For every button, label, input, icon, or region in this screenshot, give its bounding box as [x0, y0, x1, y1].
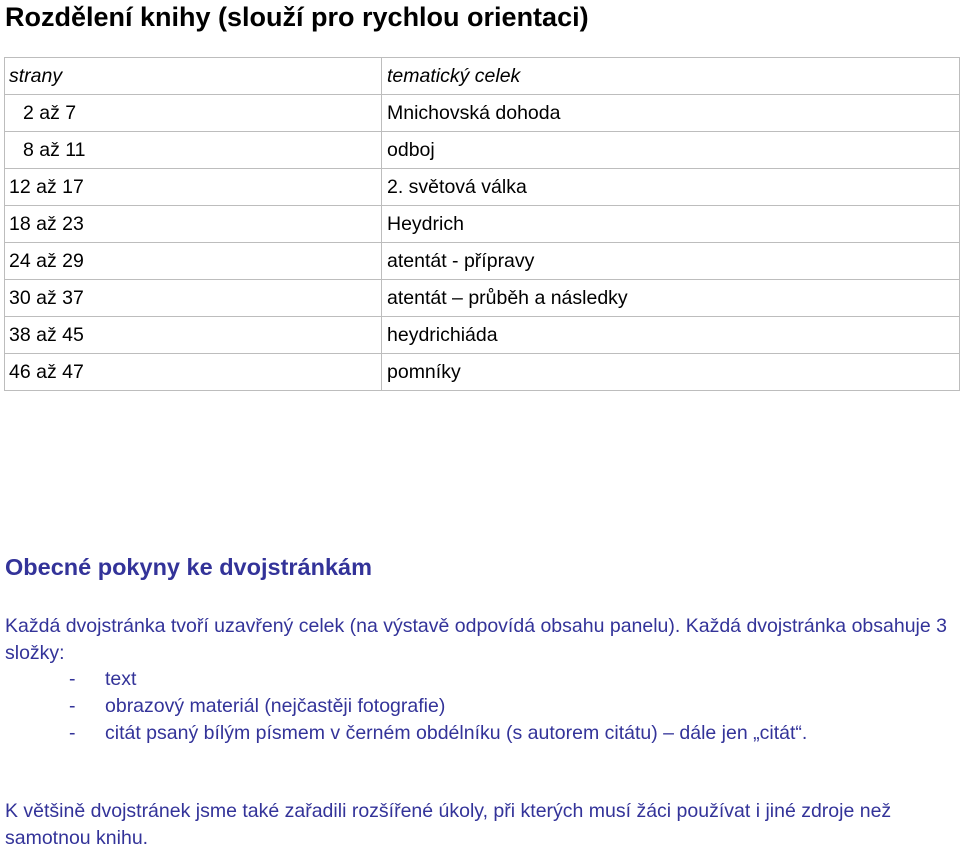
- list-marker: -: [69, 722, 76, 744]
- list-item-text: obrazový materiál (nejčastěji fotografie): [105, 695, 446, 717]
- topic-cell: Heydrich: [382, 206, 960, 243]
- table-row: [5, 132, 960, 169]
- list-item-text: citát psaný bílým písmem v černém obdélníku (s autorem citátu) – dále jen „citát“.: [105, 722, 808, 744]
- pages-cell: 2 až 7: [5, 95, 382, 132]
- list-marker: -: [69, 668, 76, 690]
- pages-cell: 46 až 47: [5, 354, 382, 391]
- pages-cell: 18 až 23: [5, 206, 382, 243]
- pages-column-header: strany: [5, 58, 382, 95]
- topic-cell: 2. světová válka: [382, 169, 960, 206]
- section-title: Obecné pokyny ke dvojstránkám: [5, 554, 373, 580]
- table-row: [5, 206, 960, 243]
- topic-column-header: tematický celek: [382, 58, 960, 95]
- pages-cell: 24 až 29: [5, 243, 382, 280]
- topic-cell: pomníky: [382, 354, 960, 391]
- table-row: [5, 354, 960, 391]
- table-row: [5, 243, 960, 280]
- topic-cell: heydrichiáda: [382, 317, 960, 354]
- closing-paragraph: K většině dvojstránek jsme také zařadili rozšířené úkoly, při kterých musí žáci používat i jiné zdroje než samotnou knihu.: [5, 800, 892, 849]
- book-split-table: [4, 57, 960, 391]
- topic-cell: odboj: [382, 132, 960, 169]
- table-row: [5, 169, 960, 206]
- topic-cell: atentát - přípravy: [382, 243, 960, 280]
- document-title: Rozdělení knihy (slouží pro rychlou orientaci): [5, 2, 589, 32]
- pages-cell: 8 až 11: [5, 132, 382, 169]
- pages-cell: 38 až 45: [5, 317, 382, 354]
- list-item: [5, 720, 955, 747]
- table-row: [5, 95, 960, 132]
- list-item-text: text: [105, 668, 137, 690]
- components-list: [5, 666, 955, 747]
- pages-cell: 12 až 17: [5, 169, 382, 206]
- topic-cell: atentát – průběh a následky: [382, 280, 960, 317]
- intro-paragraph: Každá dvojstránka tvoří uzavřený celek (na výstavě odpovídá obsahu panelu). Každá dvojstránka obsahuje 3 složky:: [5, 615, 947, 664]
- table-row: [5, 280, 960, 317]
- list-item: [5, 693, 955, 720]
- pages-cell: 30 až 37: [5, 280, 382, 317]
- list-item: [5, 666, 955, 693]
- table-header-row: [5, 58, 960, 95]
- table-row: [5, 317, 960, 354]
- list-marker: -: [69, 695, 76, 717]
- topic-cell: Mnichovská dohoda: [382, 95, 960, 132]
